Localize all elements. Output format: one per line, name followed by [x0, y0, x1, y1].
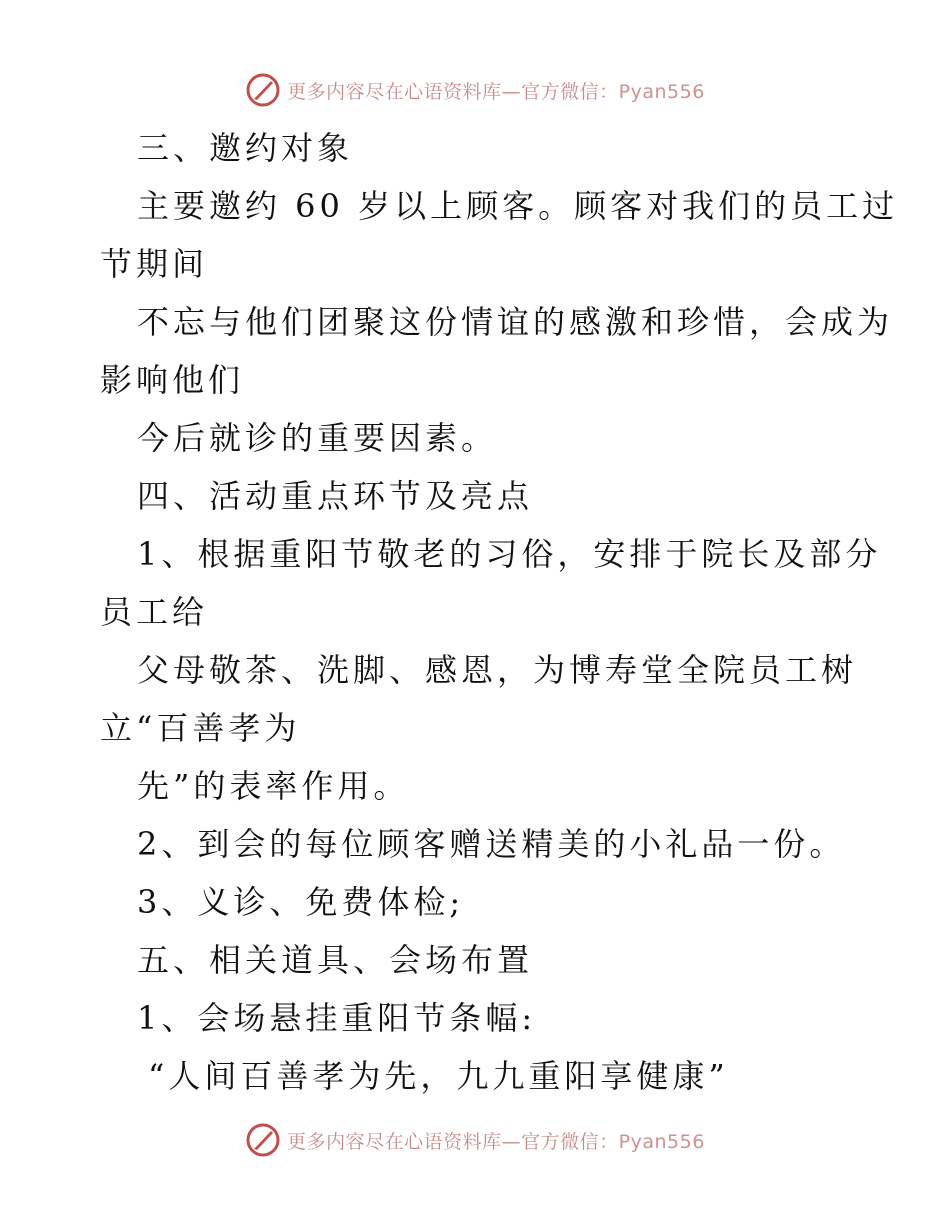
section-heading-props-venue: 五、相关道具、会场布置: [137, 941, 534, 979]
watermark-account: Pyan556: [618, 80, 705, 103]
list-item-line: 3、义诊、免费体检;: [137, 883, 465, 921]
footer-watermark: [0, 1120, 950, 1160]
paragraph-line: 影响他们: [100, 361, 245, 399]
list-item-line: 立“百善孝为: [100, 709, 301, 747]
list-item-line: 1、根据重阳节敬老的习俗，安排于院长及部分: [137, 535, 882, 573]
list-item-line: 2、到会的每位顾客赠送精美的小礼品一份。: [137, 825, 846, 863]
paragraph-line: 不忘与他们团聚这份情谊的感激和珍惜，会成为: [137, 303, 894, 341]
paragraph-line: 今后就诊的重要因素。: [137, 419, 498, 457]
watermark-text: [287, 1127, 705, 1154]
list-item-line: 父母敬茶、洗脚、感恩，为博寿堂全院员工树: [137, 651, 858, 689]
list-item-line: 员工给: [100, 593, 209, 631]
feather-pen-logo-icon: [245, 1122, 281, 1158]
watermark-account: Pyan556: [618, 1130, 705, 1153]
watermark-label: 更多内容尽在心语资料库—官方微信：: [287, 80, 619, 103]
banner-slogan: “人间百善孝为先，九九重阳享健康”: [148, 1057, 729, 1095]
header-watermark: [0, 70, 950, 110]
section-heading-invite-target: 三、邀约对象: [137, 129, 354, 167]
watermark-text: [287, 77, 705, 104]
feather-pen-logo-icon: [245, 72, 281, 108]
list-item-line: 先”的表率作用。: [137, 767, 410, 805]
list-item-line: 1、会场悬挂重阳节条幅:: [137, 999, 537, 1037]
paragraph-line: 节期间: [100, 245, 209, 283]
watermark-label: 更多内容尽在心语资料库—官方微信：: [287, 1130, 619, 1153]
paragraph-line: 主要邀约 60 岁以上顾客。顾客对我们的员工过: [137, 187, 899, 225]
section-heading-highlights: 四、活动重点环节及亮点: [137, 477, 534, 515]
